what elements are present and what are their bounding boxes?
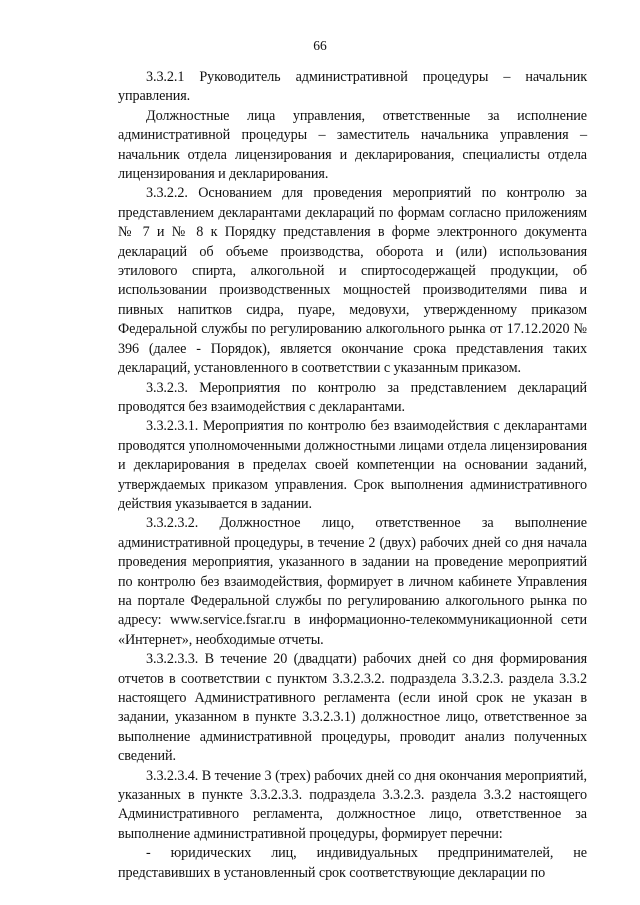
paragraph-3-3-2-3-1: 3.3.2.3.1. Мероприятия по контролю без взаимодействия с декларантами проводятся уполномоченными должностными лицами отдела лицензирования и декларирования в пределах своей компетенции на основании заданий, утверждаемых приказом управления. Срок выполнения административного действия указывается в задании. <box>118 418 587 512</box>
body-text <box>118 68 587 883</box>
paragraph-3-3-2-3-4: 3.3.2.3.4. В течение 3 (трех) рабочих дней со дня окончания мероприятий, указанных в пункте 3.3.2.3.3. подраздела 3.3.2.3. раздела 3.3.2 настоящего Административного регламента, должностное лицо, ответственное за выполнение административной процедуры, формирует перечни: <box>118 767 587 842</box>
paragraph-3-3-2-3: 3.3.2.3. Мероприятия по контролю за представлением деклараций проводятся без взаимодействия с декларантами. <box>118 379 587 415</box>
paragraph-3-3-2-3-2: 3.3.2.3.2. Должностное лицо, ответственное за выполнение административной процедуры, в течение 2 (двух) рабочих дней со дня начала проведения мероприятия, указанного в задании на проведение мероприятий по контролю без взаимодействия, формирует в личном кабинете Управления на портале Федеральной службы по регулированию алкогольного рынка по адресу: www.service.fsrar.ru в информационно-телекоммуникационной сети «Интернет», необходимые отчеты. <box>118 515 587 648</box>
paragraph-3-3-2-3-3: 3.3.2.3.3. В течение 20 (двадцати) рабочих дней со дня формирования отчетов в соответствии с пунктом 3.3.2.3.2. подраздела 3.3.2.3. раздела 3.3.2 настоящего Административного регламента (если иной срок не указан в задании, указанном в пункте 3.3.2.3.1) должностное лицо, ответственное за выполнение административной процедуры, проводит анализ полученных сведений. <box>118 651 587 765</box>
paragraph-3-3-2-2: 3.3.2.2. Основанием для проведения мероприятий по контролю за представлением декларантами деклараций по формам согласно приложениям № 7 и № 8 к Порядку представления в форме электронного документа деклараций об объеме производства, оборота и (или) использования этилового спирта, алкогольной и спиртосодержащей продукции, об использовании производственных мощностей производителями пива и пивных напитков сидра, пуаре, медовухи, утвержденному приказом Федеральной службы по регулированию алкогольного рынка от 17.12.2020 № 396 (далее - Порядок), является окончание срока представления таких деклараций, установленного в соответствии с указанным приказом. <box>118 185 587 377</box>
page-number: 66 <box>313 38 327 53</box>
list-item-legal-entities: - юридических лиц, индивидуальных предпринимателей, не представивших в установленный срок соответствующие декларации по <box>118 845 587 881</box>
paragraph-3-3-2-1: 3.3.2.1 Руководитель административной процедуры – начальник управления. <box>118 69 587 105</box>
paragraph-responsible-officials: Должностные лица управления, ответственные за исполнение административной процедуры – заместитель начальника управления – начальник отдела лицензирования и декларирования, специалисты отдела лицензирования и декларирования. <box>118 107 587 183</box>
